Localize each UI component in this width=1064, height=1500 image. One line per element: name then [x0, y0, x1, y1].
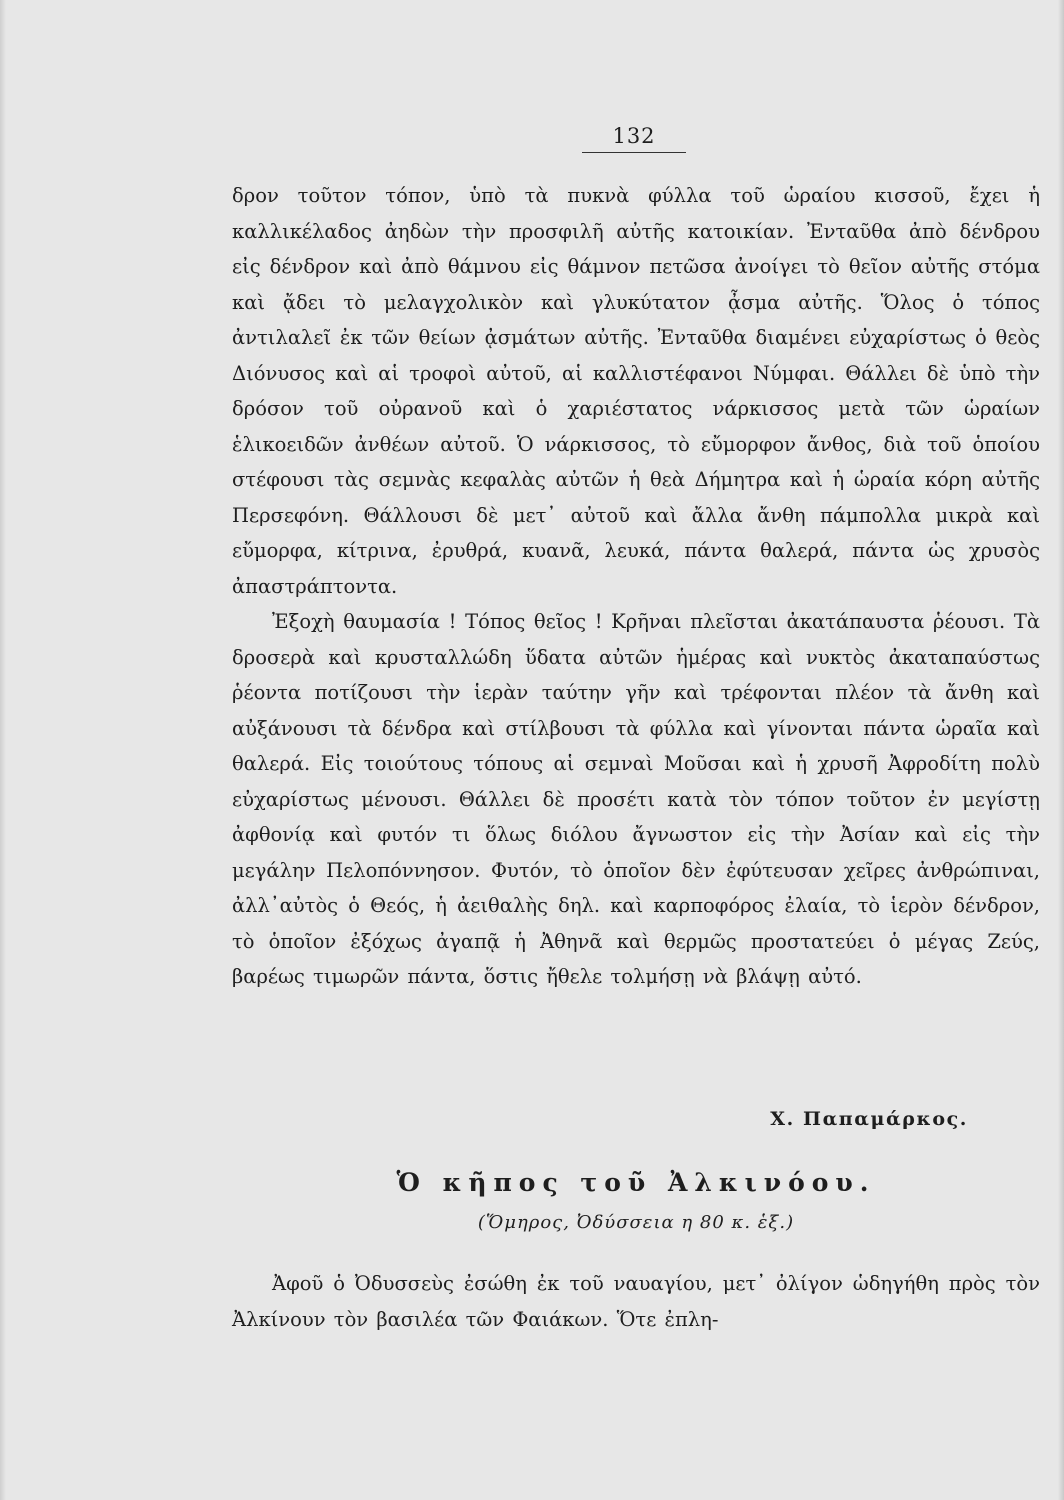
- paragraph-3: Ἀφοῦ ὁ Ὀδυσσεὺς ἐσώθη ἐκ τοῦ ναυαγίου, μετ᾽ ὀλίγον ὡδηγήθη πρὸς τὸν Ἀλκίνουν τὸν βασιλέα τῶν Φαιάκων. Ὅτε ἐπλη-: [232, 1272, 1040, 1331]
- body-text-section-1: [232, 178, 1040, 995]
- page-right-edge: [1058, 0, 1064, 1500]
- author-signature: Χ. Παπαμάρκος.: [770, 1108, 968, 1130]
- paragraph-1: δρον τοῦτον τόπον, ὑπὸ τὰ πυκνὰ φύλλα τοῦ ὡραίου κισσοῦ, ἔχει ἡ καλλικέλαδος ἀηδὼν τὴν προσφιλῆ αὐτῆς κατοικίαν. Ἐνταῦθα ἀπὸ δένδρου εἰς δένδρον καὶ ἀπὸ θάμνου εἰς θάμνον πετῶσα ἀνοίγει τὸ θεῖον αὐτῆς στόμα καὶ ᾄδει τὸ μελαγχολικὸν καὶ γλυκύτατον ᾆσμα αὐτῆς. Ὅλος ὁ τόπος ἀντιλαλεῖ ἐκ τῶν θείων ᾀσμάτων αὐτῆς. Ἐνταῦθα διαμένει εὐχαρίστως ὁ θεὸς Διόνυσος καὶ αἱ τροφοὶ αὐτοῦ, αἱ καλλιστέφανοι Νύμφαι. Θάλλει δὲ ὑπὸ τὴν δρόσον τοῦ οὐρανοῦ καὶ ὁ χαριέστατος νάρκισσος μετὰ τῶν ὡραίων ἑλικοειδῶν ἀνθέων αὐτοῦ. Ὁ νάρκισσος, τὸ εὔμορφον ἄνθος, διὰ τοῦ ὁποίου στέφουσι τὰς σεμνὰς κεφαλὰς αὐτῶν ἡ θεὰ Δήμητρα καὶ ἡ ὡραία κόρη αὐτῆς Περσεφόνη. Θάλλουσι δὲ μετ᾽ αὐτοῦ καὶ ἄλλα ἄνθη πάμπολλα μικρὰ καὶ εὔμορφα, κίτρινα, ἐρυθρά, κυανᾶ, λευκά, πάντα θαλερά, πάντα ὡς χρυσὸς ἀπαστράπτοντα.: [232, 184, 1040, 598]
- paragraph-2: Ἐξοχὴ θαυμασία ! Τόπος θεῖος ! Κρῆναι πλεῖσται ἀκατάπαυστα ῥέουσι. Τὰ δροσερὰ καὶ κρυσταλλώδη ὕδατα αὐτῶν ἡμέρας καὶ νυκτὸς ἀκαταπαύστως ῥέοντα ποτίζουσι τὴν ἱερὰν ταύτην γῆν καὶ τρέφονται πλέον τὰ ἄνθη καὶ αὐξάνουσι τὰ δένδρα καὶ στίλβουσι τὰ φύλλα καὶ γίνονται πάντα ὡραῖα καὶ θαλερά. Εἰς τοιούτους τόπους αἱ σεμναὶ Μοῦσαι καὶ ἡ χρυσῆ Ἀφροδίτη πολὺ εὐχαρίστως μένουσι. Θάλλει δὲ προσέτι κατὰ τὸν τόπον τοῦτον ἐν μεγίστῃ ἀφθονίᾳ καὶ φυτόν τι ὅλως διόλου ἄγνωστον εἰς τὴν Ἀσίαν καὶ εἰς τὴν μεγάλην Πελοπόννησον. Φυτόν, τὸ ὁποῖον δὲν ἐφύτευσαν χεῖρες ἀνθρώπιναι, ἀλλ᾽αὐτὸς ὁ Θεός, ἡ ἀειθαλὴς δηλ. καὶ καρποφόρος ἐλαία, τὸ ἱερὸν δένδρον, τὸ ὁποῖον ἐξόχως ἀγαπᾷ ἡ Ἀθηνᾶ καὶ θερμῶς προστατεύει ὁ μέγας Ζεύς, βαρέως τιμωρῶν πάντα, ὅστις ἤθελε τολμήσῃ νὰ βλάψῃ αὐτό.: [232, 610, 1040, 988]
- page-left-edge: [0, 0, 6, 1500]
- section-title: Ὁ κῆπος τοῦ Ἀλκινόου.: [396, 1168, 876, 1197]
- section-subtitle: (Ὅμηρος, Ὀδύσσεια η 80 κ. ἑξ.): [477, 1212, 795, 1233]
- page-number: 132: [582, 124, 686, 153]
- body-text-section-2: [232, 1266, 1040, 1337]
